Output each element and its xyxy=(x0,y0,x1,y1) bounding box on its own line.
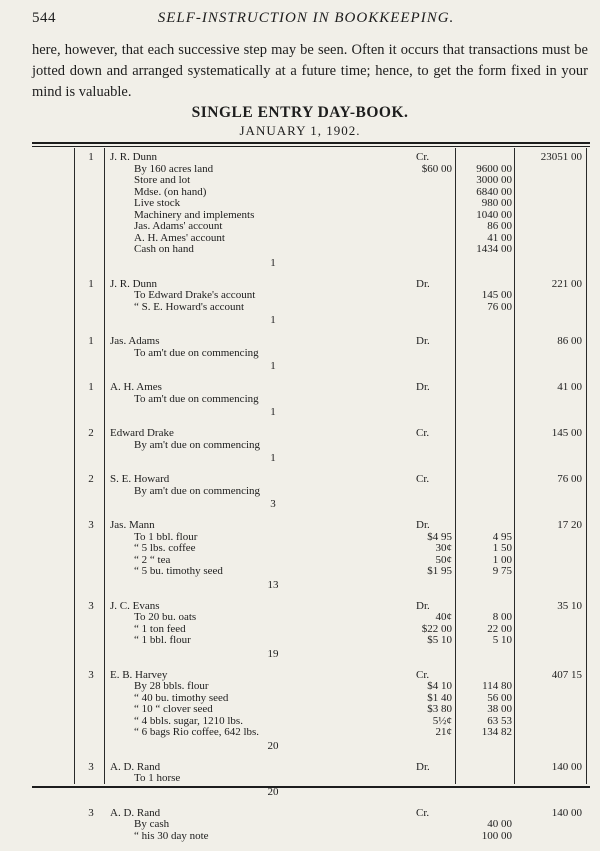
detail-text: By cash xyxy=(134,819,169,831)
entry-detail-line xyxy=(0,612,600,624)
detail-amount: 114 80 xyxy=(456,681,512,693)
detail-amount: 100 00 xyxy=(456,831,512,843)
detail-text: To 20 bu. oats xyxy=(134,612,196,624)
detail-rate: 30¢ xyxy=(380,543,452,555)
entry-total: 17 20 xyxy=(528,520,582,532)
detail-rate: 50¢ xyxy=(380,555,452,567)
detail-text: By 28 bbls. flour xyxy=(134,681,209,693)
ledger-entry xyxy=(0,474,600,520)
detail-amount: 980 00 xyxy=(456,198,512,210)
intro-paragraph: here, however, that each successive step may be seen. Often it occurs that transactions must be jotted down and arranged systematically at a future time; hence, to get the form fixed in your mind is valuable. xyxy=(32,40,588,103)
day-book-ledger xyxy=(0,152,600,851)
entry-account: E. B. Harvey xyxy=(110,670,167,682)
detail-amount: 40 00 xyxy=(456,819,512,831)
detail-rate: $60 00 xyxy=(380,164,452,176)
page-header xyxy=(32,10,580,32)
detail-text: To am't due on commencing xyxy=(134,394,259,406)
detail-amount: 8 00 xyxy=(456,612,512,624)
entry-total: 221 00 xyxy=(528,279,582,291)
entry-account: J. R. Dunn xyxy=(110,152,157,164)
detail-amount: 56 00 xyxy=(456,693,512,705)
entry-detail-line xyxy=(0,819,600,831)
date-subheading-text: 1 xyxy=(258,359,288,373)
entry-detail-line xyxy=(0,290,600,302)
detail-text: Machinery and implements xyxy=(134,210,254,222)
date-subheading xyxy=(0,497,600,511)
entry-detail-line xyxy=(0,727,600,739)
detail-text: Store and lot xyxy=(134,175,190,187)
entry-detail-line xyxy=(0,348,600,360)
entry-total: 23051 00 xyxy=(528,152,582,164)
entry-detail-line xyxy=(0,440,600,452)
detail-rate: 5½¢ xyxy=(380,716,452,728)
detail-rate: 21¢ xyxy=(380,727,452,739)
detail-amount: 3000 00 xyxy=(456,175,512,187)
detail-rate: $3 80 xyxy=(380,704,452,716)
top-rule-thick xyxy=(32,142,590,144)
detail-text: Cash on hand xyxy=(134,244,194,256)
entry-total: 76 00 xyxy=(528,474,582,486)
entry-day: 3 xyxy=(84,670,98,682)
detail-text: Mdse. (on hand) xyxy=(134,187,206,199)
entry-day: 3 xyxy=(84,762,98,774)
entry-detail-line xyxy=(0,831,600,843)
entry-day: 1 xyxy=(84,152,98,164)
date-subheading xyxy=(0,647,600,661)
entry-total: 41 00 xyxy=(528,382,582,394)
detail-text: Live stock xyxy=(134,198,180,210)
detail-text: “ 40 bu. timothy seed xyxy=(134,693,228,705)
entry-account: A. D. Rand xyxy=(110,762,160,774)
entry-account: J. R. Dunn xyxy=(110,279,157,291)
detail-amount: 4 95 xyxy=(456,532,512,544)
entry-dr-cr: Dr. xyxy=(416,520,430,532)
detail-text: “ 4 bbls. sugar, 1210 lbs. xyxy=(134,716,243,728)
ledger-entry xyxy=(0,762,600,808)
detail-text: “ 1 bbl. flour xyxy=(134,635,191,647)
detail-rate: $5 10 xyxy=(380,635,452,647)
entry-header-line xyxy=(0,762,600,774)
entry-account: S. E. Howard xyxy=(110,474,169,486)
detail-text: “ 10 “ clover seed xyxy=(134,704,213,716)
detail-text: To 1 horse xyxy=(134,773,180,785)
entry-detail-line xyxy=(0,394,600,406)
entry-total: 35 10 xyxy=(528,601,582,613)
date-subheading-text: 19 xyxy=(258,647,288,661)
entry-dr-cr: Dr. xyxy=(416,382,430,394)
detail-text: To am't due on commencing xyxy=(134,348,259,360)
date-subheading xyxy=(0,405,600,419)
entry-header-line xyxy=(0,520,600,532)
detail-rate: $4 95 xyxy=(380,532,452,544)
entry-detail-line xyxy=(0,175,600,187)
date-subheading xyxy=(0,785,600,799)
detail-text: “ 5 lbs. coffee xyxy=(134,543,196,555)
detail-text: By am't due on commencing xyxy=(134,440,260,452)
date-subheading xyxy=(0,451,600,465)
entry-detail-line xyxy=(0,244,600,256)
entry-total: 145 00 xyxy=(528,428,582,440)
ledger-entry xyxy=(0,428,600,474)
detail-text: To 1 bbl. flour xyxy=(134,532,197,544)
entry-dr-cr: Cr. xyxy=(416,670,429,682)
detail-amount: 41 00 xyxy=(456,233,512,245)
detail-amount: 9 75 xyxy=(456,566,512,578)
ledger-entry xyxy=(0,670,600,762)
ledger-entry xyxy=(0,601,600,670)
detail-amount: 134 82 xyxy=(456,727,512,739)
ledger-entry xyxy=(0,152,600,279)
detail-amount: 145 00 xyxy=(456,290,512,302)
entry-total: 140 00 xyxy=(528,762,582,774)
entry-day: 1 xyxy=(84,382,98,394)
detail-amount: 1040 00 xyxy=(456,210,512,222)
entry-dr-cr: Cr. xyxy=(416,808,429,820)
running-title: SELF-INSTRUCTION IN BOOKKEEPING. xyxy=(32,10,580,27)
date-subheading xyxy=(0,359,600,373)
book-date: JANUARY 1, 1902. xyxy=(0,123,600,139)
entry-dr-cr: Cr. xyxy=(416,428,429,440)
entry-total: 140 00 xyxy=(528,808,582,820)
entry-detail-line xyxy=(0,543,600,555)
detail-text: A. H. Ames' account xyxy=(134,233,225,245)
entry-account: A. D. Rand xyxy=(110,808,160,820)
entry-detail-line xyxy=(0,773,600,785)
entry-dr-cr: Cr. xyxy=(416,474,429,486)
detail-amount: 1434 00 xyxy=(456,244,512,256)
detail-text: “ S. E. Howard's account xyxy=(134,302,244,314)
detail-amount: 1 50 xyxy=(456,543,512,555)
detail-rate: $1 40 xyxy=(380,693,452,705)
entry-detail-line xyxy=(0,221,600,233)
entry-account: A. H. Ames xyxy=(110,382,162,394)
ledger-entry xyxy=(0,336,600,382)
detail-text: By am't due on commencing xyxy=(134,486,260,498)
entry-day: 2 xyxy=(84,428,98,440)
detail-text: “ 1 ton feed xyxy=(134,624,186,636)
date-subheading-text: 1 xyxy=(258,451,288,465)
entry-dr-cr: Dr. xyxy=(416,279,430,291)
date-subheading-text: 20 xyxy=(258,739,288,753)
detail-rate: 40¢ xyxy=(380,612,452,624)
entry-header-line xyxy=(0,336,600,348)
detail-rate: $4 10 xyxy=(380,681,452,693)
detail-rate: $22 00 xyxy=(380,624,452,636)
entry-dr-cr: Cr. xyxy=(416,152,429,164)
entry-day: 3 xyxy=(84,601,98,613)
detail-text: “ 2 “ tea xyxy=(134,555,170,567)
date-subheading xyxy=(0,578,600,592)
ledger-entry xyxy=(0,808,600,851)
detail-rate: $1 95 xyxy=(380,566,452,578)
entry-header-line xyxy=(0,428,600,440)
entry-header-line xyxy=(0,474,600,486)
entry-detail-line xyxy=(0,681,600,693)
detail-text: By 160 acres land xyxy=(134,164,213,176)
detail-text: “ 5 bu. timothy seed xyxy=(134,566,223,578)
detail-amount: 63 53 xyxy=(456,716,512,728)
ledger-entry xyxy=(0,520,600,601)
entry-day: 3 xyxy=(84,520,98,532)
detail-text: To Edward Drake's account xyxy=(134,290,255,302)
detail-text: “ his 30 day note xyxy=(134,831,209,843)
detail-text: Jas. Adams' account xyxy=(134,221,222,233)
entry-account: Jas. Mann xyxy=(110,520,155,532)
detail-amount: 76 00 xyxy=(456,302,512,314)
date-subheading xyxy=(0,256,600,270)
date-subheading xyxy=(0,313,600,327)
entry-account: Jas. Adams xyxy=(110,336,160,348)
entry-detail-line xyxy=(0,486,600,498)
entry-dr-cr: Dr. xyxy=(416,762,430,774)
detail-amount: 6840 00 xyxy=(456,187,512,199)
detail-amount: 86 00 xyxy=(456,221,512,233)
entry-dr-cr: Dr. xyxy=(416,336,430,348)
ledger-entry xyxy=(0,382,600,428)
ledger-entry xyxy=(0,279,600,337)
entry-detail-line xyxy=(0,704,600,716)
date-subheading-text: 1 xyxy=(258,256,288,270)
entry-account: Edward Drake xyxy=(110,428,174,440)
detail-amount: 38 00 xyxy=(456,704,512,716)
entry-detail-line xyxy=(0,302,600,314)
detail-amount: 9600 00 xyxy=(456,164,512,176)
top-rule-thin xyxy=(32,146,590,147)
entry-total: 407 15 xyxy=(528,670,582,682)
date-subheading xyxy=(0,739,600,753)
detail-amount: 1 00 xyxy=(456,555,512,567)
page-number: 544 xyxy=(32,10,56,27)
date-subheading-text: 1 xyxy=(258,405,288,419)
date-subheading-text: 3 xyxy=(258,497,288,511)
book-title: SINGLE ENTRY DAY-BOOK. xyxy=(0,104,600,123)
entry-spacer xyxy=(0,842,600,851)
entry-day: 1 xyxy=(84,279,98,291)
entry-day: 2 xyxy=(84,474,98,486)
entry-detail-line xyxy=(0,198,600,210)
entry-dr-cr: Dr. xyxy=(416,601,430,613)
date-subheading-text: 20 xyxy=(258,785,288,799)
detail-amount: 5 10 xyxy=(456,635,512,647)
entry-detail-line xyxy=(0,635,600,647)
entry-day: 3 xyxy=(84,808,98,820)
entry-detail-line xyxy=(0,566,600,578)
date-subheading-text: 13 xyxy=(258,578,288,592)
entry-day: 1 xyxy=(84,336,98,348)
entry-header-line xyxy=(0,382,600,394)
date-subheading-text: 1 xyxy=(258,313,288,327)
entry-total: 86 00 xyxy=(528,336,582,348)
entry-account: J. C. Evans xyxy=(110,601,160,613)
entry-header-line xyxy=(0,152,600,164)
detail-text: “ 6 bags Rio coffee, 642 lbs. xyxy=(134,727,259,739)
detail-amount: 22 00 xyxy=(456,624,512,636)
